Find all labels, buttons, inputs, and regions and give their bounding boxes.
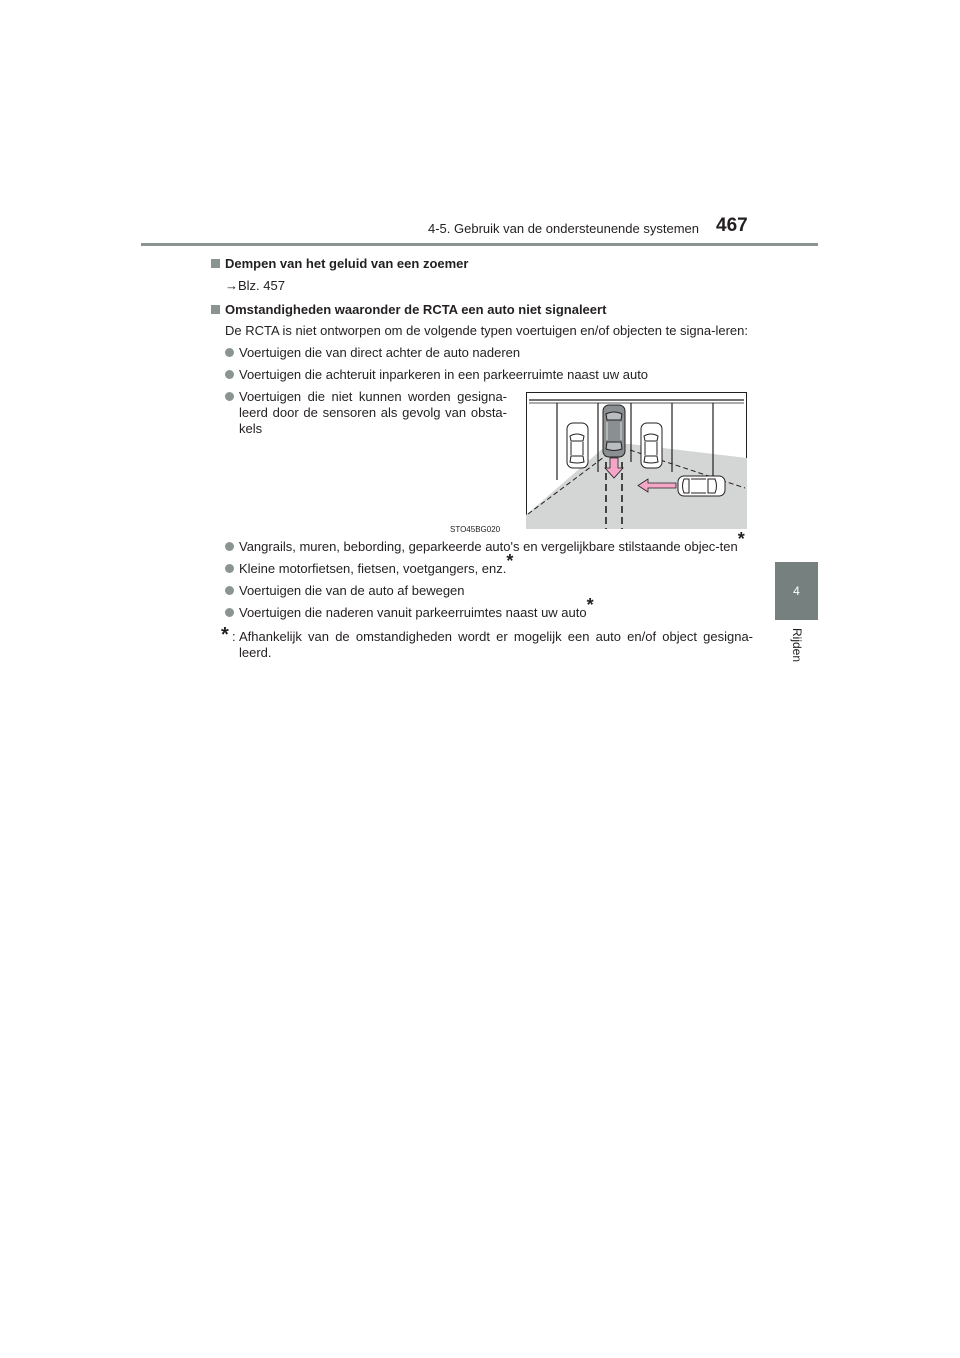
footnote-marker: * [506,551,514,571]
square-bullet-icon [211,259,220,268]
list-item-text: Voertuigen die van direct achter de auto naderen [239,345,521,360]
own-car [603,405,625,457]
footnote-colon: : [232,629,236,644]
list-item [211,551,753,577]
parked-car-left [567,423,588,468]
list-item [211,583,753,599]
list-item-text: Voertuigen die naderen vanuit parkeerruimtes naast uw auto [239,605,587,620]
list-item [211,367,753,383]
page-number: 467 [716,215,748,236]
parked-car-right [641,423,662,468]
round-bullet-icon [225,564,234,573]
list-item-text: Kleine motorfietsen, fietsen, voetgangers, enz. [239,561,507,576]
round-bullet-icon [225,392,234,401]
reference-text: →Blz. 457 [225,278,285,293]
round-bullet-icon [225,348,234,357]
list-item [211,595,753,621]
buzzer-heading [211,256,753,272]
list-item-text: Voertuigen die van de auto af bewegen [239,583,465,598]
list-item [211,345,753,361]
list-item-text: Vangrails, muren, bebording, geparkeerde auto's en vergelijkbare stilstaande objec-ten [239,539,738,554]
list-item [211,389,507,437]
rcta-heading [211,302,753,318]
chapter-tab[interactable] [775,562,818,620]
buzzer-heading-text: Dempen van het geluid van een zoemer [225,256,469,271]
chapter-label: Rijden [790,628,804,663]
parking-illustration [526,392,747,529]
page-content [211,256,753,661]
header-rule [141,243,818,246]
approaching-car [678,476,725,496]
square-bullet-icon [211,305,220,314]
round-bullet-icon [225,542,234,551]
rcta-heading-text: Omstandigheden waaronder de RCTA een auto niet signaleert [225,302,607,317]
section-title: 4-5. Gebruik van de ondersteunende systemen [427,221,699,236]
round-bullet-icon [225,608,234,617]
list-item-text: Voertuigen die achteruit inparkeren in een parkeerruimte naast uw auto [239,367,649,382]
list-item-text: Voertuigen die niet kunnen worden gesigna-leerd door de sensoren als gevolg van obsta-kels [239,389,507,436]
page-reference-link[interactable] [211,278,753,294]
round-bullet-icon [225,370,234,379]
figure-code: STO45BG020 [450,525,501,534]
footnote [211,624,753,661]
footnote-text: Afhankelijk van de omstandigheden wordt er mogelijk een auto en/of object gesigna-leerd. [239,629,753,660]
footnote-symbol: * [221,624,229,646]
round-bullet-icon [225,586,234,595]
rcta-intro: De RCTA is niet ontworpen om de volgende typen voertuigen en/of objecten te signa-leren: [225,323,748,338]
chapter-number: 4 [793,584,800,598]
footnote-marker: * [586,595,594,615]
figure-row [211,389,753,533]
footnote-marker: * [737,529,745,549]
